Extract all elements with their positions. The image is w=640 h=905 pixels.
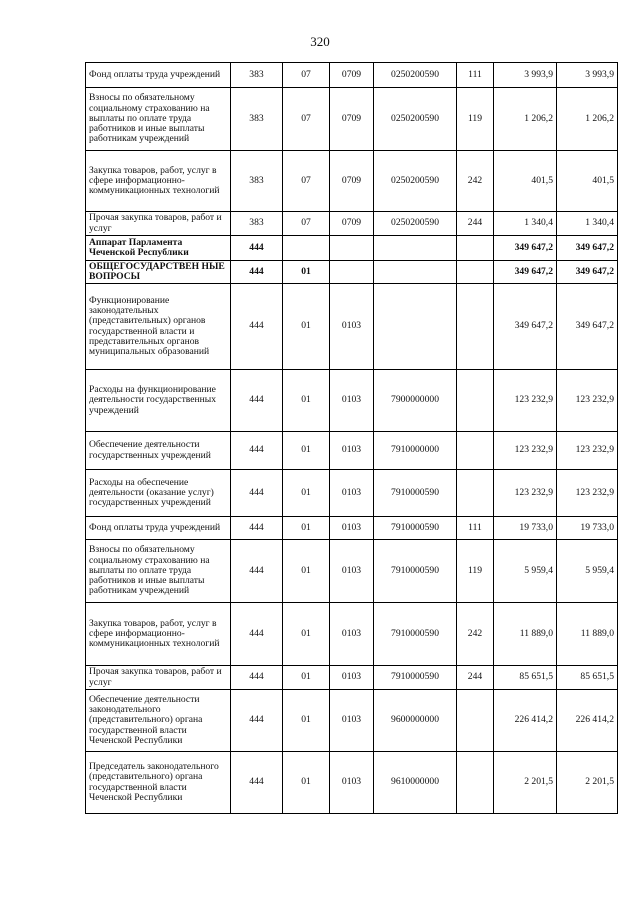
- cell-subsection: 0709: [330, 212, 374, 236]
- cell-expense-type: 111: [457, 517, 494, 540]
- cell-section: 01: [283, 432, 330, 470]
- cell-expense-type: 111: [457, 63, 494, 88]
- cell-amount-1: 401,5: [494, 151, 557, 212]
- cell-subsection: 0103: [330, 470, 374, 517]
- cell-expense-type: [457, 470, 494, 517]
- cell-name: ОБЩЕГОСУДАРСТВЕН НЫЕ ВОПРОСЫ: [86, 261, 231, 284]
- cell-target-article: 0250200590: [374, 88, 457, 151]
- cell-target-article: 9600000000: [374, 690, 457, 752]
- cell-amount-2: 19 733,0: [557, 517, 618, 540]
- cell-amount-2: 11 889,0: [557, 603, 618, 666]
- cell-section: 01: [283, 284, 330, 370]
- cell-name: Фонд оплаты труда учреждений: [86, 517, 231, 540]
- cell-section: 07: [283, 151, 330, 212]
- cell-section: 01: [283, 690, 330, 752]
- cell-name: Расходы на обеспечение деятельности (оказание услуг) государственных учреждений: [86, 470, 231, 517]
- cell-section: [283, 236, 330, 261]
- cell-ministry-code: 383: [231, 212, 283, 236]
- cell-section: 01: [283, 540, 330, 603]
- cell-target-article: 7910000000: [374, 432, 457, 470]
- cell-section: 07: [283, 212, 330, 236]
- cell-expense-type: [457, 284, 494, 370]
- cell-ministry-code: 444: [231, 284, 283, 370]
- cell-target-article: 0250200590: [374, 212, 457, 236]
- cell-subsection: 0709: [330, 63, 374, 88]
- cell-target-article: [374, 261, 457, 284]
- cell-target-article: 7900000000: [374, 370, 457, 432]
- cell-subsection: 0103: [330, 517, 374, 540]
- cell-amount-1: 349 647,2: [494, 261, 557, 284]
- cell-expense-type: [457, 690, 494, 752]
- cell-subsection: [330, 236, 374, 261]
- cell-section: 01: [283, 517, 330, 540]
- cell-amount-1: 123 232,9: [494, 370, 557, 432]
- cell-amount-2: 1 206,2: [557, 88, 618, 151]
- cell-expense-type: [457, 236, 494, 261]
- cell-subsection: 0103: [330, 370, 374, 432]
- cell-name: Прочая закупка товаров, работ и услуг: [86, 212, 231, 236]
- cell-amount-2: 123 232,9: [557, 370, 618, 432]
- table-row: [86, 752, 618, 814]
- cell-ministry-code: 444: [231, 752, 283, 814]
- table-row: [86, 540, 618, 603]
- cell-name: Фонд оплаты труда учреждений: [86, 63, 231, 88]
- cell-section: 01: [283, 370, 330, 432]
- cell-subsection: 0103: [330, 284, 374, 370]
- cell-section: 01: [283, 603, 330, 666]
- cell-amount-1: 1 206,2: [494, 88, 557, 151]
- table-row: [86, 432, 618, 470]
- cell-ministry-code: 444: [231, 432, 283, 470]
- cell-target-article: 7910000590: [374, 603, 457, 666]
- table-row: [86, 261, 618, 284]
- cell-expense-type: [457, 432, 494, 470]
- cell-amount-2: 85 651,5: [557, 666, 618, 690]
- cell-subsection: 0103: [330, 690, 374, 752]
- cell-name: Закупка товаров, работ, услуг в сфере информационно-коммуникационных технологий: [86, 151, 231, 212]
- cell-ministry-code: 444: [231, 370, 283, 432]
- cell-ministry-code: 444: [231, 470, 283, 517]
- cell-amount-2: 5 959,4: [557, 540, 618, 603]
- cell-amount-1: 1 340,4: [494, 212, 557, 236]
- table-row: [86, 603, 618, 666]
- cell-section: 01: [283, 752, 330, 814]
- cell-name: Функционирование законодательных (представительных) органов государственной власти и представительных органов муниципальных образований: [86, 284, 231, 370]
- cell-ministry-code: 444: [231, 261, 283, 284]
- table-row: [86, 151, 618, 212]
- cell-name: Прочая закупка товаров, работ и услуг: [86, 666, 231, 690]
- cell-amount-2: 2 201,5: [557, 752, 618, 814]
- cell-name: Председатель законодательного (представительного) органа государственной власти Чеченской Республики: [86, 752, 231, 814]
- cell-target-article: 7910000590: [374, 666, 457, 690]
- cell-amount-2: 401,5: [557, 151, 618, 212]
- cell-expense-type: 242: [457, 603, 494, 666]
- cell-ministry-code: 444: [231, 666, 283, 690]
- cell-amount-2: 1 340,4: [557, 212, 618, 236]
- cell-ministry-code: 444: [231, 690, 283, 752]
- cell-ministry-code: 383: [231, 63, 283, 88]
- cell-expense-type: 119: [457, 540, 494, 603]
- cell-amount-1: 85 651,5: [494, 666, 557, 690]
- cell-amount-1: 226 414,2: [494, 690, 557, 752]
- cell-ministry-code: 383: [231, 151, 283, 212]
- cell-amount-2: 226 414,2: [557, 690, 618, 752]
- cell-amount-1: 11 889,0: [494, 603, 557, 666]
- cell-amount-2: 349 647,2: [557, 284, 618, 370]
- cell-section: 07: [283, 88, 330, 151]
- cell-ministry-code: 444: [231, 603, 283, 666]
- cell-subsection: 0103: [330, 752, 374, 814]
- cell-amount-1: 2 201,5: [494, 752, 557, 814]
- cell-section: 01: [283, 261, 330, 284]
- cell-amount-1: 5 959,4: [494, 540, 557, 603]
- cell-section: 01: [283, 666, 330, 690]
- cell-name: Обеспечение деятельности государственных учреждений: [86, 432, 231, 470]
- cell-name: Аппарат Парламента Чеченской Республики: [86, 236, 231, 261]
- cell-subsection: 0103: [330, 666, 374, 690]
- cell-subsection: 0103: [330, 540, 374, 603]
- cell-target-article: 7910000590: [374, 517, 457, 540]
- cell-expense-type: 244: [457, 212, 494, 236]
- cell-amount-2: 3 993,9: [557, 63, 618, 88]
- cell-ministry-code: 383: [231, 88, 283, 151]
- page-number: 320: [310, 34, 330, 49]
- cell-ministry-code: 444: [231, 540, 283, 603]
- cell-subsection: 0103: [330, 603, 374, 666]
- cell-amount-2: 123 232,9: [557, 470, 618, 517]
- cell-amount-1: 123 232,9: [494, 470, 557, 517]
- cell-expense-type: [457, 370, 494, 432]
- cell-target-article: 9610000000: [374, 752, 457, 814]
- cell-expense-type: 119: [457, 88, 494, 151]
- cell-amount-1: 123 232,9: [494, 432, 557, 470]
- cell-ministry-code: 444: [231, 236, 283, 261]
- cell-name: Расходы на функционирование деятельности государственных учреждений: [86, 370, 231, 432]
- table-row: [86, 236, 618, 261]
- cell-amount-1: 349 647,2: [494, 284, 557, 370]
- cell-subsection: 0103: [330, 432, 374, 470]
- cell-target-article: 0250200590: [374, 151, 457, 212]
- cell-amount-1: 3 993,9: [494, 63, 557, 88]
- cell-name: Взносы по обязательному социальному страхованию на выплаты по оплате труда работников и иные выплаты работникам учреждений: [86, 88, 231, 151]
- cell-amount-1: 19 733,0: [494, 517, 557, 540]
- cell-amount-2: 349 647,2: [557, 236, 618, 261]
- cell-amount-2: 349 647,2: [557, 261, 618, 284]
- budget-table: [85, 62, 618, 814]
- cell-target-article: [374, 236, 457, 261]
- cell-amount-1: 349 647,2: [494, 236, 557, 261]
- cell-target-article: [374, 284, 457, 370]
- cell-expense-type: [457, 261, 494, 284]
- cell-amount-2: 123 232,9: [557, 432, 618, 470]
- cell-subsection: [330, 261, 374, 284]
- cell-subsection: 0709: [330, 88, 374, 151]
- cell-target-article: 7910000590: [374, 470, 457, 517]
- cell-name: Взносы по обязательному социальному страхованию на выплаты по оплате труда работников и иные выплаты работникам учреждений: [86, 540, 231, 603]
- table-row: [86, 666, 618, 690]
- cell-target-article: 0250200590: [374, 63, 457, 88]
- cell-expense-type: 244: [457, 666, 494, 690]
- cell-name: Обеспечение деятельности законодательного (представительного) органа государственной власти Чеченской Республики: [86, 690, 231, 752]
- table-row: [86, 88, 618, 151]
- cell-ministry-code: 444: [231, 517, 283, 540]
- cell-section: 01: [283, 470, 330, 517]
- cell-subsection: 0709: [330, 151, 374, 212]
- cell-name: Закупка товаров, работ, услуг в сфере информационно-коммуникационных технологий: [86, 603, 231, 666]
- table-row: [86, 690, 618, 752]
- table-row: [86, 63, 618, 88]
- cell-expense-type: 242: [457, 151, 494, 212]
- cell-expense-type: [457, 752, 494, 814]
- table-row: [86, 470, 618, 517]
- cell-section: 07: [283, 63, 330, 88]
- table-row: [86, 517, 618, 540]
- table-row: [86, 284, 618, 370]
- table-row: [86, 212, 618, 236]
- cell-target-article: 7910000590: [374, 540, 457, 603]
- table-row: [86, 370, 618, 432]
